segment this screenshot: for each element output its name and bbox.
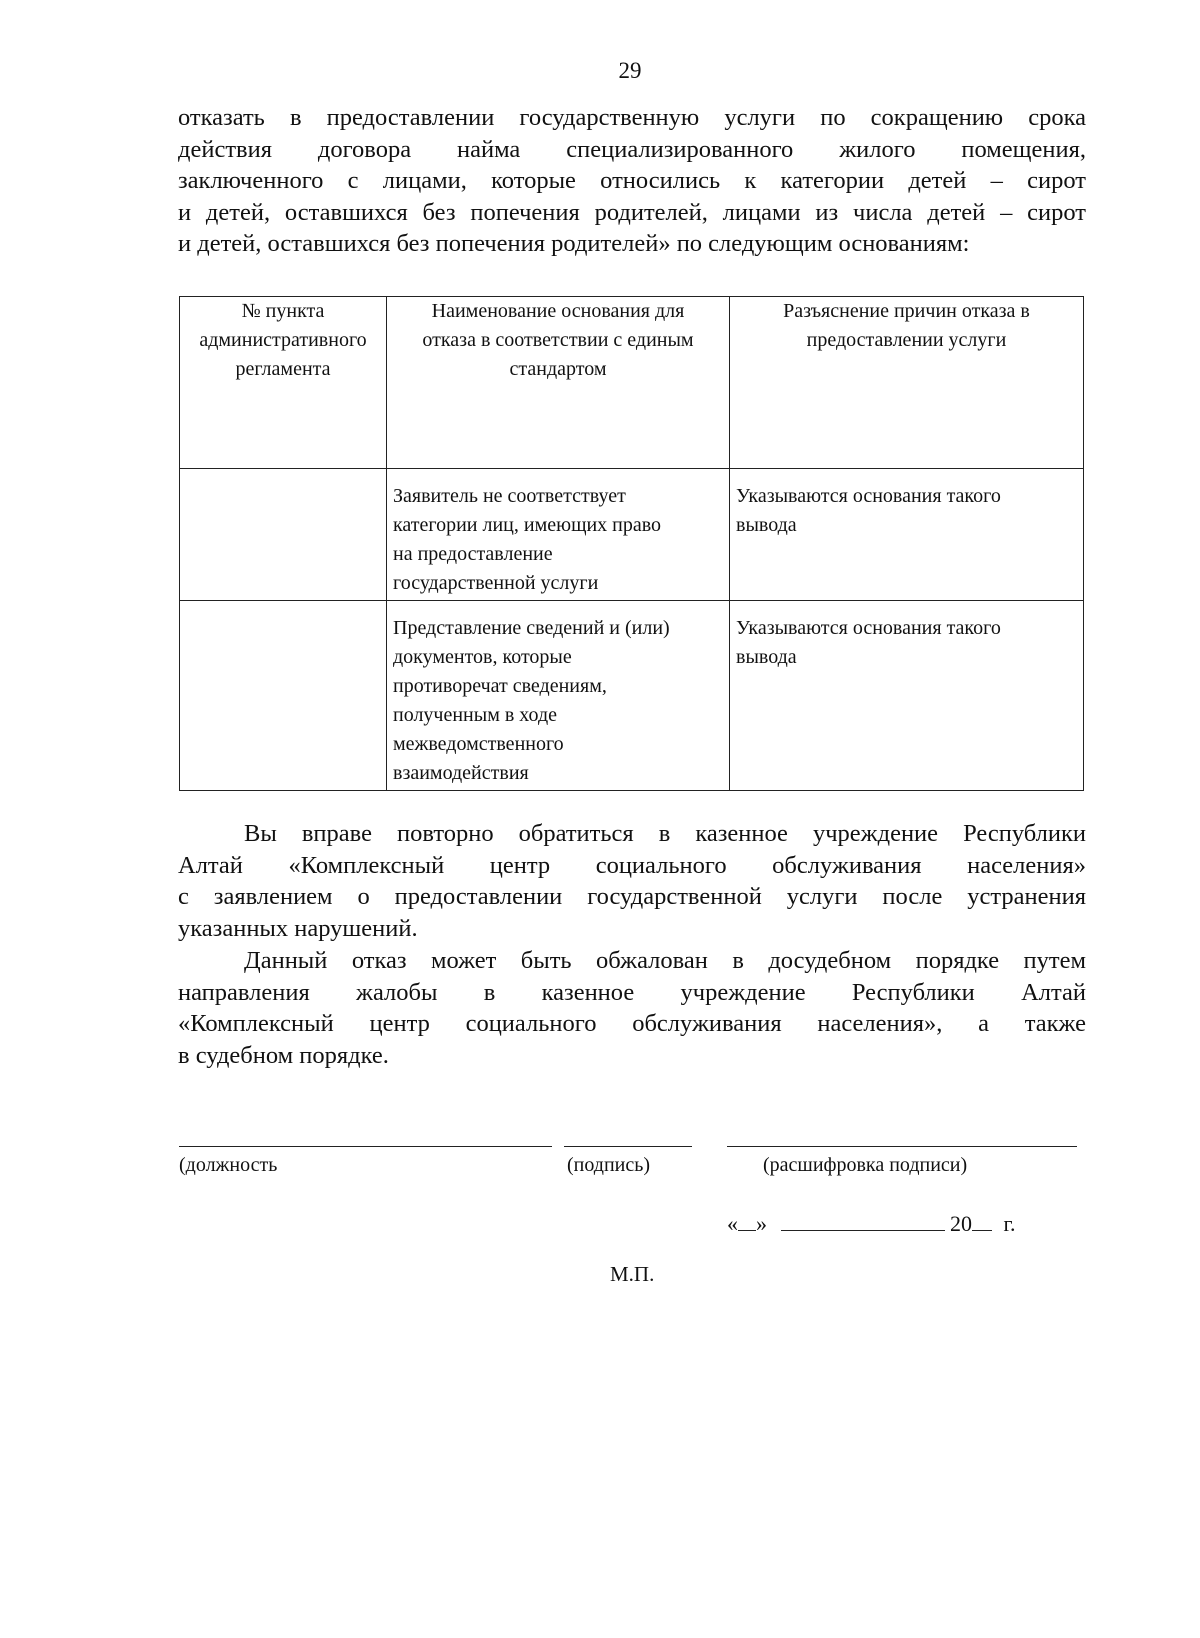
header-ground-name [387,297,730,469]
day-blank [738,1210,756,1231]
cell-text-line: Заявитель не соответствует [393,485,626,507]
paragraph-line: направления жалобы в казенное учреждение Республики Алтай [178,978,1086,1006]
year-blank [972,1210,992,1231]
paragraph-line: с заявлением о предоставлении государственной услуги после устранения [178,883,1086,910]
cell-item-number [180,601,387,791]
stamp-place-label: М.П. [610,1262,655,1286]
header-text-line: регламента [235,358,331,380]
paragraph-line: в судебном порядке. [178,1041,389,1069]
header-text-line: стандартом [509,358,607,380]
date-close-quote: » [756,1211,767,1236]
intro-line: и детей, оставшихся без попечения родителей» по следующим основаниям: [178,230,970,257]
header-explanation [730,297,1084,469]
intro-line: отказать в предоставлении государственную услуги по сокращению срока [178,104,1086,131]
decode-signature-line [727,1146,1077,1147]
paragraph-line: указанных нарушений. [178,914,418,942]
intro-line: и детей, оставшихся без попечения родителей, лицами из числа детей – сирот [178,198,1086,226]
cell-text-line: на предоставление [393,543,553,565]
cell-text-line: категории лиц, имеющих право [393,514,662,536]
intro-line: действия договора найма специализированного жилого помещения, [178,135,1086,163]
cell-text-line: Указываются основания такого [736,485,1001,507]
date-open-quote: « [727,1211,738,1236]
decode-label: (расшифровка подписи) [763,1154,968,1176]
cell-explanation [730,601,1084,791]
header-text-line: отказа в соответствии с единым [422,329,694,351]
page-number: 29 [618,58,642,83]
year-suffix: г. [1003,1211,1016,1236]
cell-text-line: противоречат сведениям, [393,675,607,697]
position-label: (должность [179,1154,278,1176]
date-line [727,1210,1016,1237]
year-prefix: 20 [950,1211,972,1236]
cell-text-line: государственной услуги [393,572,599,594]
header-text-line: предоставлении услуги [806,329,1007,351]
cell-item-number [180,469,387,601]
position-signature-line [179,1146,552,1147]
cell-ground-name [387,469,730,601]
signature-line [564,1146,692,1147]
cell-text-line: межведомственного [393,733,564,755]
cell-text-line: Указываются основания такого [736,617,1001,639]
cell-ground-name [387,601,730,791]
cell-text-line: документов, которые [393,646,572,668]
header-item-number [180,297,387,469]
signature-label: (подпись) [567,1154,651,1176]
cell-text-line: вывода [736,646,797,668]
intro-paragraph [178,102,1086,260]
table-header-row [180,297,1084,469]
cell-text-line: вывода [736,514,797,536]
cell-text-line: полученным в ходе [393,704,558,726]
intro-line: заключенного с лицами, которые относились к категории детей – сирот [178,167,1086,194]
table-row [180,601,1084,791]
header-text-line: Наименование основания для [431,300,685,322]
month-blank [781,1210,945,1231]
table-row [180,469,1084,601]
paragraph-line: Алтай «Комплексный центр социального обслуживания населения» [178,851,1086,879]
cell-text-line: Представление сведений и (или) [393,617,670,639]
paragraph-line: «Комплексный центр социального обслуживания населения», а также [178,1010,1086,1037]
refusal-grounds-table [179,296,1084,791]
header-text-line: № пункта [241,300,325,322]
header-text-line: Разъяснение причин отказа в [783,300,1030,322]
header-text-line: административного [199,329,367,351]
reapply-paragraph [178,818,1086,944]
appeal-paragraph [178,945,1086,1071]
paragraph-line: Данный отказ может быть обжалован в досудебном порядке путем [244,947,1086,974]
cell-explanation [730,469,1084,601]
cell-text-line: взаимодействия [393,762,529,784]
paragraph-line: Вы вправе повторно обратиться в казенное учреждение Республики [244,820,1086,847]
